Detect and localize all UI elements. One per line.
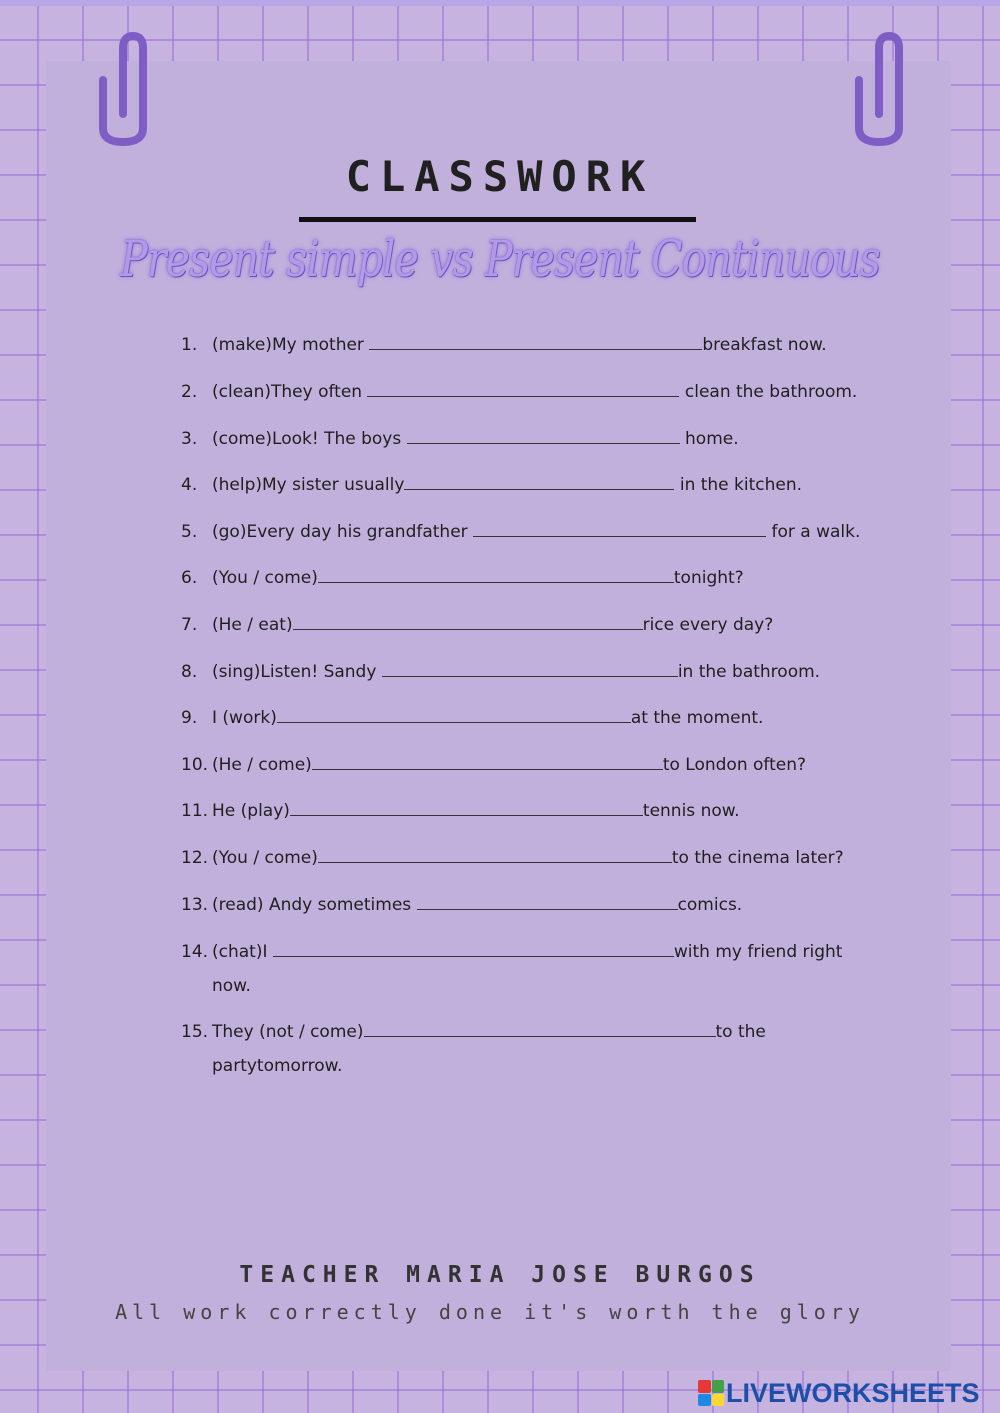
question-number: 6. bbox=[181, 568, 198, 588]
answer-blank[interactable] bbox=[417, 895, 678, 910]
answer-blank[interactable] bbox=[273, 942, 674, 957]
question-ending: to the cinema later? bbox=[671, 848, 844, 868]
answer-blank[interactable] bbox=[290, 801, 643, 816]
question-number: 15. bbox=[181, 1022, 209, 1042]
question-ending: clean the bathroom. bbox=[679, 382, 858, 402]
question-ending: tonight? bbox=[673, 568, 744, 588]
question-number: 2. bbox=[181, 382, 198, 402]
answer-blank[interactable] bbox=[277, 708, 631, 723]
question-ending: to London often? bbox=[662, 755, 807, 775]
question-prompt: (sing)Listen! Sandy bbox=[212, 662, 382, 682]
answer-blank[interactable] bbox=[364, 1022, 716, 1037]
question-ending: breakfast now. bbox=[702, 335, 827, 355]
question-continuation: now. bbox=[212, 976, 251, 996]
question-ending: rice every day? bbox=[642, 615, 774, 635]
answer-blank[interactable] bbox=[318, 848, 672, 863]
answer-blank[interactable] bbox=[369, 335, 702, 350]
answer-blank[interactable] bbox=[318, 568, 674, 583]
answer-blank[interactable] bbox=[382, 662, 678, 677]
question-number: 14. bbox=[181, 942, 209, 962]
question-ending: in the bathroom. bbox=[677, 662, 821, 682]
question-prompt: (You / come) bbox=[212, 848, 318, 868]
answer-blank[interactable] bbox=[367, 382, 679, 397]
question-ending: with my friend right bbox=[673, 942, 843, 962]
question-prompt: I (work) bbox=[212, 708, 277, 728]
question-prompt: (chat)I bbox=[212, 942, 273, 962]
question-ending: at the moment. bbox=[630, 708, 764, 728]
question-prompt: (go)Every day his grandfather bbox=[212, 522, 474, 542]
answer-blank[interactable] bbox=[404, 475, 674, 490]
question-number: 5. bbox=[181, 522, 198, 542]
question-ending: comics. bbox=[677, 895, 743, 915]
question-prompt: They (not / come) bbox=[212, 1022, 364, 1042]
question-ending: home. bbox=[679, 429, 739, 449]
question-ending: to the bbox=[715, 1022, 766, 1042]
question-ending: for a walk. bbox=[766, 522, 861, 542]
question-prompt: (clean)They often bbox=[212, 382, 368, 402]
question-prompt: (come)Look! The boys bbox=[212, 429, 407, 449]
question-prompt: (help)My sister usually bbox=[212, 475, 405, 495]
brand-name: LIVEWORKSHEETS bbox=[726, 1377, 980, 1408]
question-prompt: He (play) bbox=[212, 801, 290, 821]
page-title: CLASSWORK bbox=[345, 152, 655, 201]
question-prompt: (make)My mother bbox=[212, 335, 370, 355]
teacher-name: TEACHER MARIA JOSE BURGOS bbox=[239, 1262, 761, 1288]
question-prompt: (He / eat) bbox=[212, 615, 293, 635]
question-number: 12. bbox=[181, 848, 209, 868]
page-subtitle: Present simple vs Present Continuous bbox=[120, 230, 880, 288]
question-ending: tennis now. bbox=[642, 801, 740, 821]
question-number: 3. bbox=[181, 429, 198, 449]
question-prompt: (You / come) bbox=[212, 568, 318, 588]
question-continuation: partytomorrow. bbox=[212, 1056, 343, 1076]
question-prompt: (He / come) bbox=[212, 755, 312, 775]
question-number: 11. bbox=[181, 801, 209, 821]
question-number: 8. bbox=[181, 662, 198, 682]
question-number: 13. bbox=[181, 895, 209, 915]
question-number: 1. bbox=[181, 335, 198, 355]
question-ending: in the kitchen. bbox=[674, 475, 803, 495]
question-prompt: (read) Andy sometimes bbox=[212, 895, 417, 915]
question-number: 10. bbox=[181, 755, 209, 775]
answer-blank[interactable] bbox=[293, 615, 643, 630]
answer-blank[interactable] bbox=[473, 522, 766, 537]
question-number: 9. bbox=[181, 708, 198, 728]
question-number: 4. bbox=[181, 475, 198, 495]
motto: All work correctly done it's worth the glory bbox=[115, 1300, 865, 1324]
liveworksheets-logo-icon bbox=[698, 1380, 724, 1406]
answer-blank[interactable] bbox=[407, 429, 680, 444]
answer-blank[interactable] bbox=[312, 755, 663, 770]
question-number: 7. bbox=[181, 615, 198, 635]
brand-watermark bbox=[698, 1378, 980, 1408]
